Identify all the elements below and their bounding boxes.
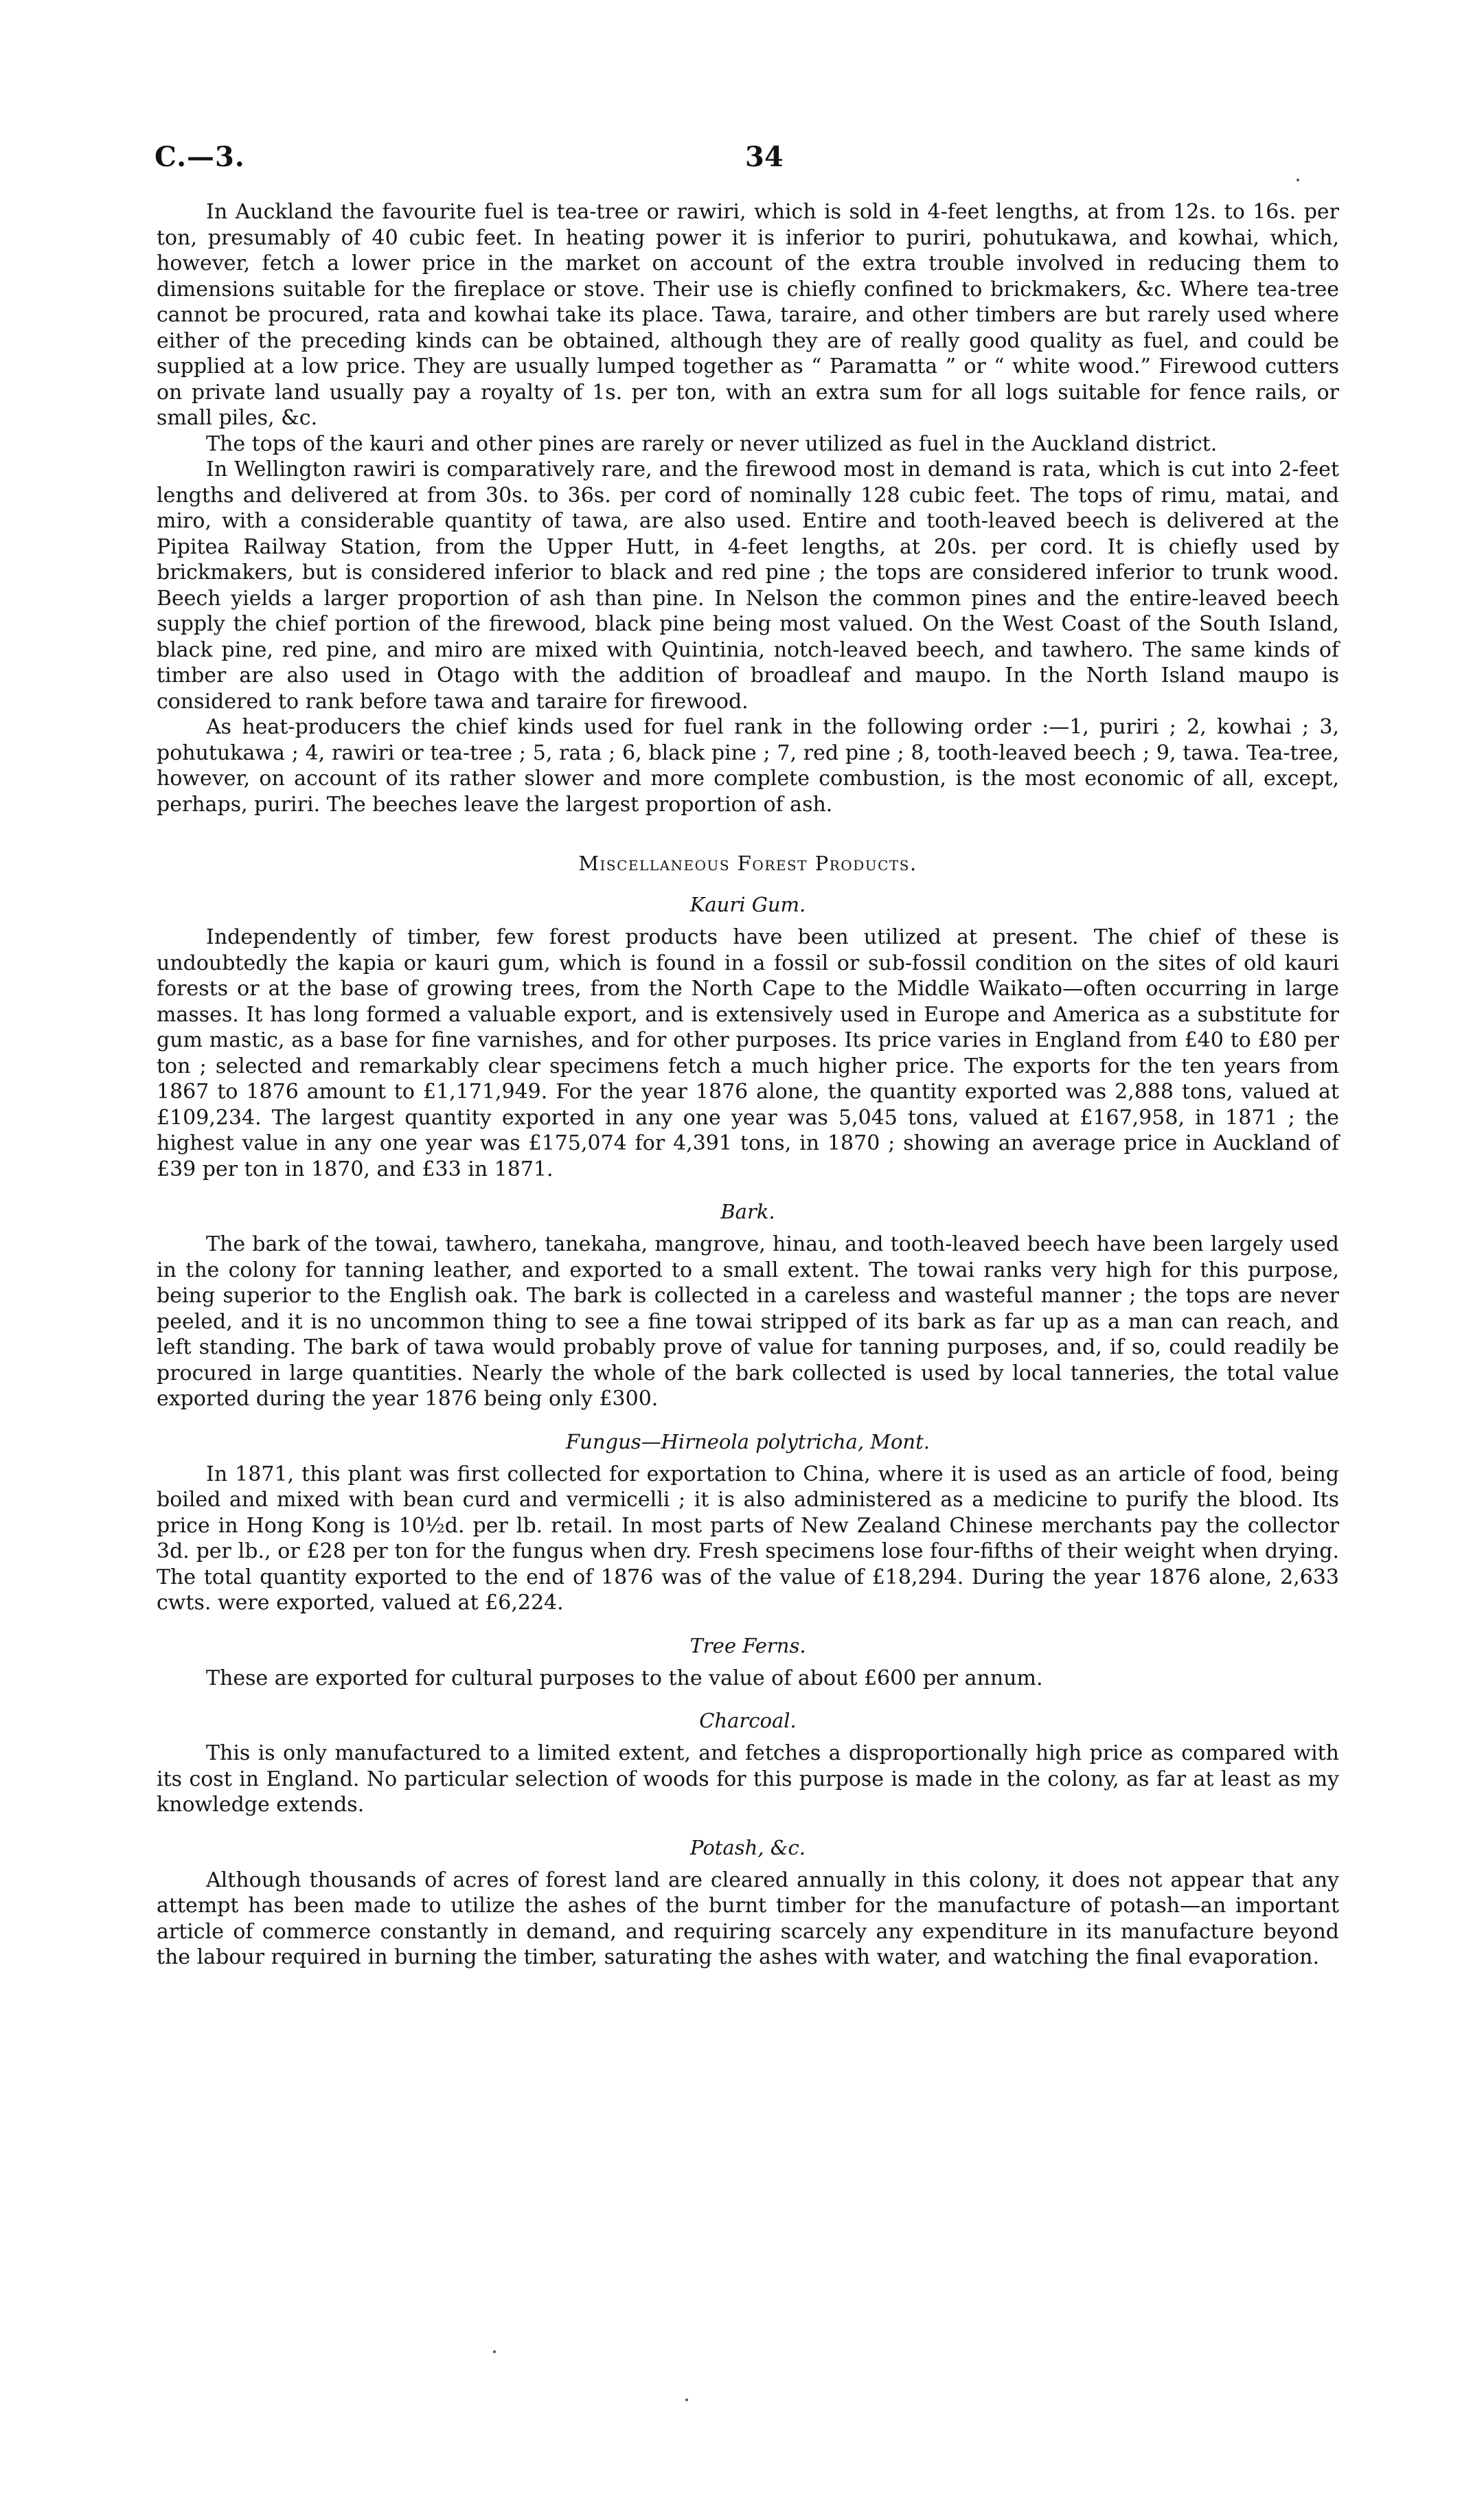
scan-speck [1297, 179, 1299, 181]
page-body [157, 199, 1339, 1971]
scan-speck [493, 2350, 496, 2353]
paragraph-wellington-fuel: In Wellington rawiri is comparatively rare, and the firewood most in demand is rata, which is cut into 2-feet lengths and delivered at from 30s. to 36s. per cord of nominally 128 cubic feet. The tops of rimu, matai, and miro, with a considerable quantity of tawa, are also used. Entire and tooth-leaved beech is delivered at the Pipitea Railway Station, from the Upper Hutt, in 4-feet lengths, at 20s. per cord. It is chiefly used by brickmakers, but is considered inferior to black and red pine ; the tops are considered inferior to trunk wood. Beech yields a larger proportion of ash than pine. In Nelson the common pines and the entire-leaved beech supply the chief portion of the firewood, black pine being most valued. On the West Coast of the South Island, black pine, red pine, and miro are mixed with Quintinia, notch-leaved beech, and tawhero. The same kinds of timber are also used in Otago with the addition of broadleaf and maupo. In the North Island maupo is considered to rank before tawa and taraire for firewood. [157, 457, 1339, 714]
subheading-potash: Potash, &c. [689, 1835, 806, 1859]
paragraph-fungus: In 1871, this plant was first collected for exportation to China, where it is used as an article of food, being boiled and mixed with bean curd and vermicelli ; it is also administered as a medicine to purify the blood. Its price in Hong Kong is 10½d. per lb. retail. In most parts of New Zealand Chinese merchants pay the collector 3d. per lb., or £28 per ton for the fungus when dry. Fresh specimens lose four-fifths of their weight when drying. The total quantity exported to the end of 1876 was of the value of £18,294. During the year 1876 alone, 2,633 cwts. were exported, valued at £6,224. [157, 1462, 1339, 1615]
paragraph-bark: The bark of the towai, tawhero, tanekaha, mangrove, hinau, and tooth-leaved beech have been largely used in the colony for tanning leather, and exported to a small extent. The towai ranks very high for this purpose, being superior to the English oak. The bark is collected in a careless and wasteful manner ; the tops are never peeled, and it is no uncommon thing to see a fine towai stripped of its bark as far up as a man can reach, and left standing. The bark of tawa would probably prove of value for tanning purposes, and, if so, could readily be procured in large quantities. Nearly the whole of the bark collected is used by local tanneries, the total value exported during the year 1876 being only £300. [157, 1232, 1339, 1411]
subheading-bark: Bark. [720, 1200, 775, 1223]
section-heading: Miscellaneous Forest Products. [578, 852, 917, 875]
subheading-kauri-gum: Kauri Gum. [689, 893, 806, 916]
running-header [155, 141, 1336, 182]
paragraph-tree-ferns: These are exported for cultural purposes to the value of about £600 per annum. [206, 1666, 1043, 1690]
document-reference: C.—3. [155, 141, 245, 173]
paragraph-potash: Although thousands of acres of forest land are cleared annually in this colony, it does not appear that any attempt has been made to utilize the ashes of the burnt timber for the manufacture of potash—an important article of commerce constantly in demand, and requiring scarcely any expenditure in its manufacture beyond the labour required in burning the timber, saturating the ashes with water, and watching the final evaporation. [157, 1868, 1339, 1969]
scan-speck [685, 2398, 688, 2401]
paragraph-charcoal: This is only manufactured to a limited extent, and fetches a disproportionally high price as compared with its cost in England. No particular selection of woods for this purpose is made in the colony, as far at least as my knowledge extends. [157, 1741, 1339, 1817]
subheading-fungus: Fungus—Hirneola polytricha, Mont. [566, 1429, 930, 1453]
paragraph-kauri-tops: The tops of the kauri and other pines are rarely or never utilized as fuel in the Auckland district. [206, 431, 1218, 456]
page-number: 34 [745, 141, 784, 173]
subheading-tree-ferns: Tree Ferns. [689, 1633, 806, 1657]
paragraph-kauri-gum: Independently of timber, few forest products have been utilized at present. The chief of these is undoubtedly the kapia or kauri gum, which is found in a fossil or sub-fossil condition on the sites of old kauri forests or at the base of growing trees, from the North Cape to the Middle Waikato—often occurring in large masses. It has long formed a valuable export, and is extensively used in Europe and America as a substitute for gum mastic, as a base for fine varnishes, and for other purposes. Its price varies in England from £40 to £80 per ton ; selected and remarkably clear specimens fetch a much higher price. The exports for the ten years from 1867 to 1876 amount to £1,171,949. For the year 1876 alone, the quantity exported was 2,888 tons, valued at £109,234. The largest quantity exported in any one year was 5,045 tons, valued at £167,958, in 1871 ; the highest value in any one year was £175,074 for 4,391 tons, in 1870 ; showing an average price in Auckland of £39 per ton in 1870, and £33 in 1871. [157, 925, 1339, 1181]
subheading-charcoal: Charcoal. [699, 1709, 797, 1732]
paragraph-heat-producers: As heat-producers the chief kinds used for fuel rank in the following order :—1, puriri ; 2, kowhai ; 3, pohutukawa ; 4, rawiri or tea-tree ; 5, rata ; 6, black pine ; 7, red pine ; 8, tooth-leaved beech ; 9, tawa. Tea-tree, however, on account of its rather slower and more complete combustion, is the most economic of all, except, perhaps, puriri. The beeches leave the largest proportion of ash. [157, 715, 1339, 817]
paragraph-auckland-fuel: In Auckland the favourite fuel is tea-tree or rawiri, which is sold in 4-feet lengths, at from 12s. to 16s. per ton, presumably of 40 cubic feet. In heating power it is inferior to puriri, pohutukawa, and kowhai, which, however, fetch a lower price in the market on account of the extra trouble involved in reducing them to dimensions suitable for the fireplace or stove. Their use is chiefly confined to brickmakers, &c. Where tea-tree cannot be procured, rata and kowhai take its place. Tawa, taraire, and other timbers are but rarely used where either of the preceding kinds can be obtained, although they are of really good quality as fuel, and could be supplied at a low price. They are usually lumped together as “ Paramatta ” or “ white wood.” Firewood cutters on private land usually pay a royalty of 1s. per ton, with an extra sum for all logs suitable for fence rails, or small piles, &c. [157, 200, 1339, 430]
